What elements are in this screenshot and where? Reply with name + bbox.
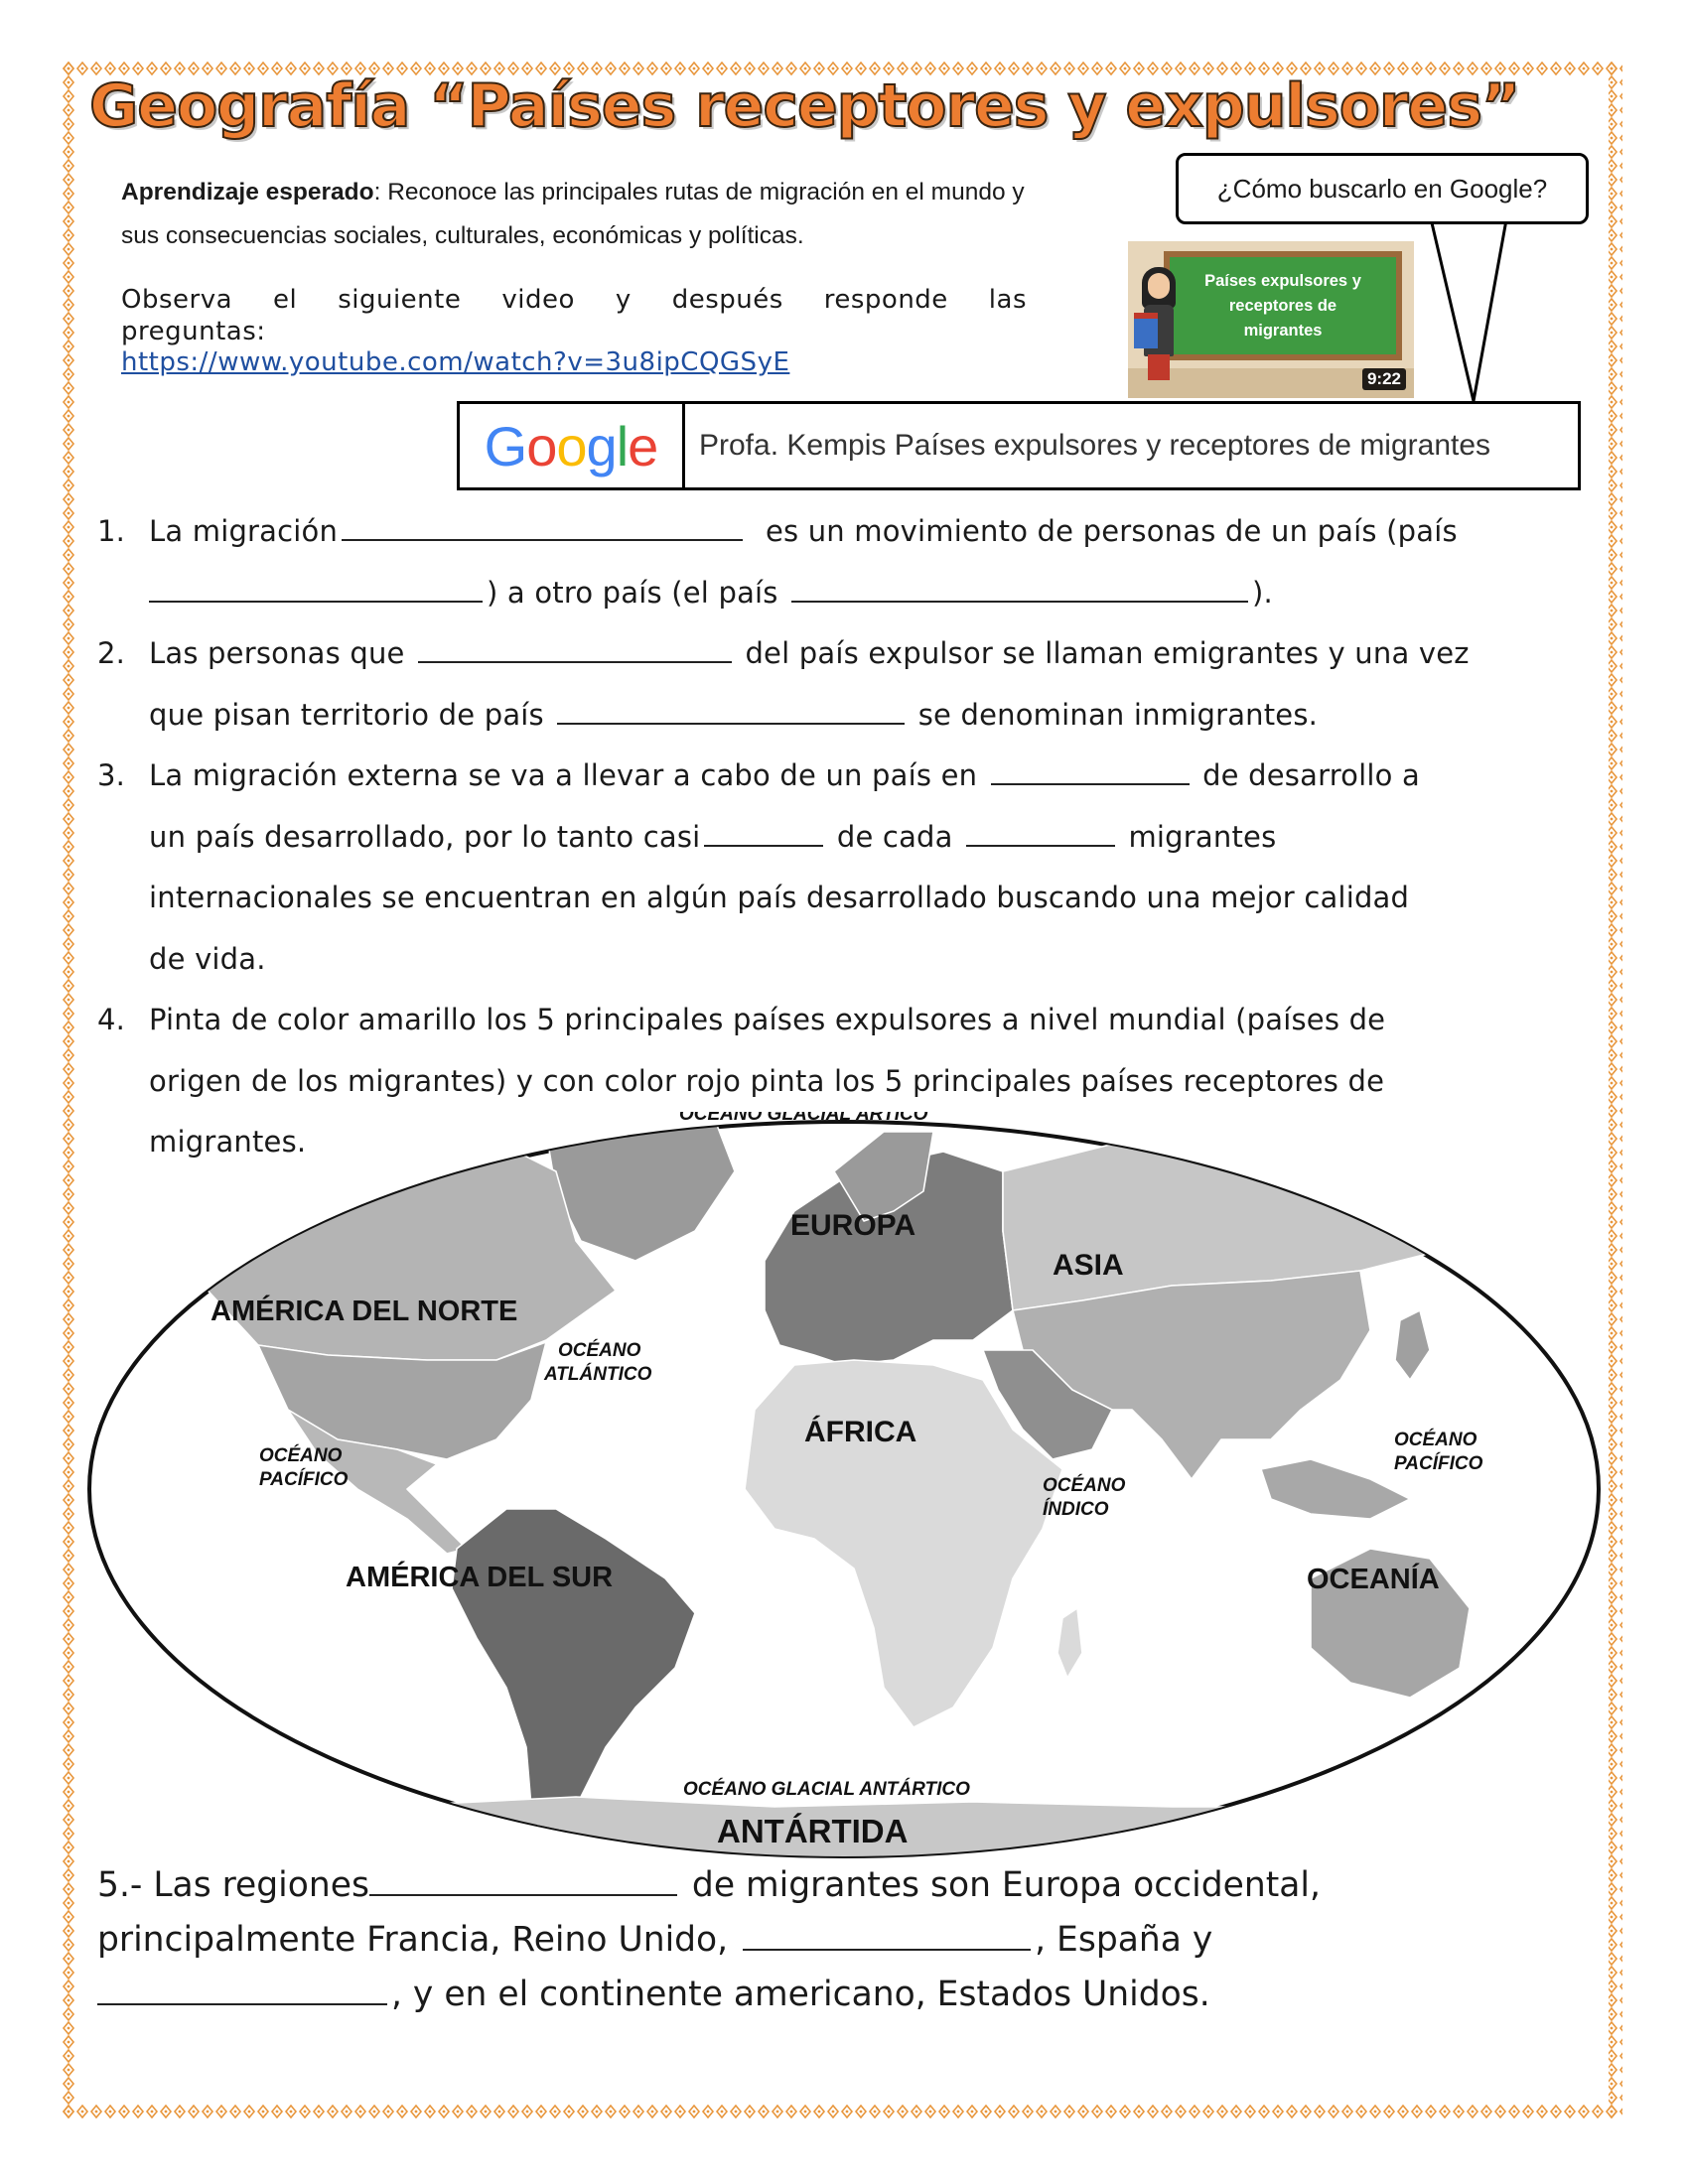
question-text: La migración [149, 514, 339, 548]
question-2 [97, 623, 1571, 746]
question-text: Pinta de color amarillo los 5 principales países expulsores a nivel mundial (países de [149, 1003, 1386, 1036]
question-text: principalmente Francia, Reino Unido, [97, 1920, 729, 1960]
label-africa: ÁFRICA [804, 1416, 917, 1448]
question-3 [97, 746, 1571, 990]
label-pacific-east-1: OCÉANO [1394, 1430, 1477, 1450]
question-number: 1. [97, 514, 126, 548]
canada-shape [199, 1142, 616, 1360]
question-text: origen de los migrantes) y con color rojo pinta los 5 principales países receptores de [149, 1063, 1385, 1098]
question-text: de migrantes son Europa occidental, [691, 1865, 1321, 1905]
label-antarctica: ANTÁRTIDA [717, 1813, 909, 1849]
question-text: ). [1252, 575, 1273, 610]
label-atlantic-1: OCÉANO [558, 1340, 641, 1361]
question-text: de desarrollo a [1202, 758, 1420, 792]
answer-blank[interactable] [966, 818, 1115, 846]
question-text: del país expulsor se llaman emigrantes y una vez [745, 636, 1470, 670]
question-text: Las personas que [149, 636, 405, 670]
answer-blank[interactable] [369, 1863, 677, 1896]
label-arctic-ocean: OCÉANO GLACIAL ÁRTICO [679, 1112, 928, 1125]
google-logo-letter: o [526, 414, 557, 478]
board-line-2: receptores de [1228, 297, 1337, 315]
board-line-3: migrantes [1243, 322, 1323, 340]
answer-blank[interactable] [149, 574, 483, 602]
question-1 [97, 501, 1571, 623]
google-logo-letter: g [586, 414, 617, 478]
question-number: 2. [97, 636, 126, 670]
expected-learning-label: Aprendizaje esperado [121, 179, 374, 205]
label-indian-1: OCÉANO [1043, 1475, 1126, 1496]
answer-blank[interactable] [704, 818, 823, 846]
questions [97, 501, 1571, 1173]
label-europe: EUROPA [790, 1209, 916, 1242]
label-pacific-east-2: PACÍFICO [1394, 1453, 1483, 1474]
question-text: es un movimiento de personas de un país (país [765, 514, 1458, 548]
label-indian-2: ÍNDICO [1043, 1499, 1109, 1520]
google-logo-letter: l [616, 414, 629, 478]
label-atlantic-2: ATLÁNTICO [544, 1364, 652, 1385]
question-text: 5.- Las regiones [97, 1865, 369, 1905]
question-text: de vida. [149, 941, 266, 976]
answer-blank[interactable] [743, 1918, 1031, 1951]
answer-blank[interactable] [991, 757, 1190, 785]
question-number: 3. [97, 758, 126, 792]
question-text: migrantes. [149, 1125, 307, 1159]
video-duration: 9:22 [1362, 368, 1406, 390]
question-5 [97, 1858, 1557, 2022]
answer-blank[interactable] [418, 635, 732, 663]
answer-blank[interactable] [791, 574, 1248, 602]
world-map[interactable] [79, 1112, 1609, 1871]
instructions-line-1: Observa el siguiente video y después responde las [121, 285, 1027, 315]
question-text: que pisan territorio de país [149, 697, 544, 732]
answer-blank[interactable] [342, 513, 743, 541]
question-text: , y en el continente americano, Estados Unidos. [391, 1975, 1210, 2014]
question-number: 4. [97, 1003, 126, 1036]
label-pacific-west-2: PACÍFICO [259, 1469, 349, 1490]
question-text: se denominan inmigrantes. [917, 697, 1319, 732]
label-antarctic-ocean: OCÉANO GLACIAL ANTÁRTICO [683, 1779, 970, 1800]
google-logo-letter: o [556, 414, 587, 478]
label-north-america: AMÉRICA DEL NORTE [211, 1296, 518, 1327]
label-south-america: AMÉRICA DEL SUR [346, 1562, 614, 1593]
speech-bubble: ¿Cómo buscarlo en Google? [1176, 153, 1589, 224]
answer-blank[interactable] [97, 1973, 387, 2005]
new-zealand-shape [1509, 1678, 1529, 1737]
board-line-1: Países expulsores y [1204, 272, 1361, 290]
question-text: La migración externa se va a llevar a cabo de un país en [149, 758, 978, 792]
question-text: ) a otro país (el país [487, 575, 778, 610]
instructions-line-2: preguntas: [121, 317, 266, 346]
search-query: Profa. Kempis Países expulsores y receptores de migrantes [699, 429, 1491, 462]
label-oceania: OCEANÍA [1307, 1564, 1440, 1595]
label-asia: ASIA [1053, 1249, 1124, 1282]
answer-blank[interactable] [557, 696, 905, 724]
question-text: internacionales se encuentran en algún país desarrollado buscando una mejor calidad [149, 881, 1410, 914]
page-title: Geografía “Países receptores y expulsores” [89, 71, 1520, 141]
question-text: migrantes [1128, 819, 1277, 854]
question-text: de cada [836, 819, 953, 854]
video-link[interactable]: https://www.youtube.com/watch?v=3u8ipCQGSyE [121, 347, 790, 377]
google-logo-letter: G [484, 414, 527, 478]
expected-learning-text: : Reconoce las principales rutas de migración en el mundo y sus consecuencias sociales, culturales, económicas y políticas. [121, 179, 1025, 249]
question-text: , España y [1035, 1920, 1213, 1960]
label-pacific-west-1: OCÉANO [259, 1445, 343, 1466]
google-logo-letter: e [628, 414, 658, 478]
question-text: un país desarrollado, por lo tanto casi [149, 819, 701, 854]
